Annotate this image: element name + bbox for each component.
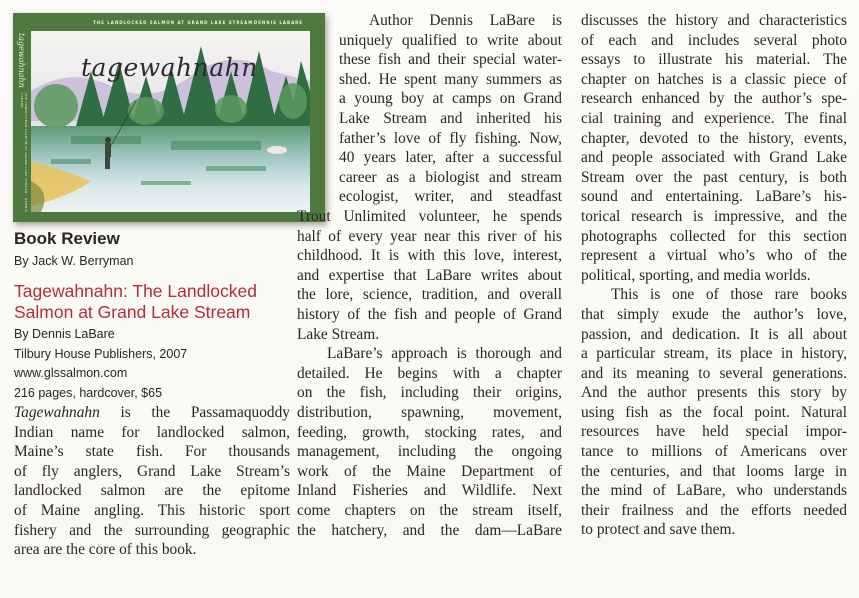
text-line: political, sporting, and media worlds. [581, 266, 811, 284]
text-run: of Maine angling. This historic sport [14, 501, 290, 519]
text-line: resources have held special impor- [581, 423, 847, 441]
text-line: photographs collected for this section [581, 227, 847, 245]
text-line: chapter, devoted to the history, events, [581, 129, 847, 147]
text-line: the hatchery, and the dam—LaBare [297, 521, 562, 539]
text-line: management, including the ongoing [297, 443, 562, 461]
cover-script-title: tagewahnahn [81, 53, 258, 82]
right-column [581, 11, 847, 540]
text-line: LaBare’s approach is thorough and [327, 345, 562, 363]
text-line: on the fish, including their origins, [297, 384, 562, 402]
cover-spine-subtitle: THE LANDLOCKED SALMON AT GRAND LAKE STREAM · DENNIS LABARE [20, 93, 28, 213]
text-run: of fly anglers, Grand Lake Stream’s [14, 462, 290, 480]
cover-painting [31, 31, 310, 212]
text-line: This is one of those rare books [611, 286, 847, 304]
text-line [14, 423, 290, 443]
text-line: essays to illustrate his material. The [581, 51, 847, 69]
text-line [14, 540, 290, 560]
reviewer-byline: By Jack W. Berryman [14, 254, 134, 268]
text-line: Author Dennis LaBare is [369, 12, 562, 29]
text-line: career as a biologist and stream [339, 168, 562, 186]
text-line [14, 521, 290, 541]
text-line [14, 481, 290, 501]
cover-spine-title: tagewahnahn [17, 33, 26, 88]
text-line: 40 years later, after a successful [339, 149, 562, 167]
text-run: Indian name for landlocked salmon, [14, 423, 290, 441]
cover-subtitle: THE LANDLOCKED SALMON AT GRAND LAKE STREAM [93, 20, 254, 25]
book-title [14, 281, 290, 323]
text-line: childhood. It is with this love, interest, [297, 247, 562, 265]
text-line: research enhanced by the author’s spe- [581, 90, 847, 108]
text-line: and its meaning to several generations. [581, 364, 847, 382]
text-run: is the Passamaquoddy [99, 404, 290, 421]
text-line: passion, and dedication. It is all about [581, 325, 847, 343]
text-line [14, 442, 290, 462]
rock [267, 146, 287, 154]
text-line: And the author presents this story by [581, 384, 847, 402]
text-line: ecologist, writer, and steadfast [339, 188, 562, 206]
text-run: landlocked salmon are the epitome [14, 482, 290, 500]
text-line: distribution, spawning, movement, [297, 403, 562, 421]
text-line [14, 403, 290, 423]
text-line: a particular stream, its place in history, [581, 345, 847, 363]
text-line: the lore, science, tradition, and overall [297, 286, 562, 304]
text-line: represent a virtual who’s who of the [581, 247, 847, 265]
text-line: Stream over the past century, is both [581, 168, 847, 186]
text-line: shed. He spent many summers as [339, 70, 562, 88]
text-line: work of the Maine Department of [297, 462, 562, 480]
text-line: a young boy at camps on Grand [339, 90, 562, 108]
text-line: Inland Fisheries and Wildlife. Next [297, 482, 562, 500]
text-line: the centuries, and that looms large in [581, 462, 847, 480]
book-publisher: Tilbury House Publishers, 2007 [14, 346, 188, 361]
text-line: their frailness and the efforts needed [581, 501, 847, 519]
text-line: feeding, growth, stocking rates, and [297, 423, 562, 441]
text-line [14, 501, 290, 521]
text-line: detailed. He begins with a chapter [297, 364, 562, 382]
text-line: discusses the history and characteristics [581, 12, 847, 29]
text-line: uniquely qualified to write about [339, 31, 562, 49]
text-run: Maine’s state fish. For thousands [14, 443, 290, 461]
text-run: fishery and the surrounding geographic [14, 521, 290, 539]
text-line: father’s love of fly fishing. Now, [339, 129, 562, 147]
text-line [14, 462, 290, 482]
book-cover-image [13, 13, 325, 222]
text-line: half of every year near this river of his [297, 227, 562, 245]
text-line: using fish as the focal point. Natural [581, 403, 847, 421]
text-line: and people associated with Grand Lake [581, 149, 847, 167]
text-line: cial training and experience. The final [581, 109, 847, 127]
text-line: of each and includes several photo [581, 31, 847, 49]
section-label: Book Review [14, 229, 120, 248]
middle-column-bottom [297, 207, 562, 540]
text-line: to protect and save them. [581, 521, 736, 539]
text-line: tance to millions of Americans over [581, 443, 847, 461]
text-line: Trout Unlimited volunteer, he spends [297, 208, 562, 225]
book-title-italic: Tagewahnahn [14, 404, 100, 421]
text-line: torical research is impressive, and the [581, 207, 847, 225]
text-line: history of the fish and people of Grand [297, 305, 562, 323]
text-line: Lake Stream and inherited his [339, 109, 562, 127]
text-line: sound and entertaining. LaBare’s his- [581, 188, 847, 206]
book-title-line: Tagewahnahn: The Landlocked [14, 281, 257, 301]
left-column [14, 229, 290, 560]
middle-column-top [339, 11, 562, 207]
left-column-body [14, 403, 290, 560]
text-line: that simply exude the author’s love, [581, 305, 847, 323]
book-website: www.glssalmon.com [14, 366, 128, 380]
text-line: Lake Stream. [297, 325, 380, 343]
text-line: the mind of LaBare, who understands [581, 482, 847, 500]
text-run: area are the core of this book. [14, 541, 197, 559]
book-author-byline: By Dennis LaBare [14, 327, 115, 341]
text-line: come chapters on the stream itself, [297, 501, 562, 519]
text-line: chapter on hatches is a classic piece of [581, 70, 847, 88]
text-line: and expertise that LaBare writes about [297, 266, 562, 284]
cover-author: DENNIS LABARE [253, 20, 303, 25]
book-title-line: Salmon at Grand Lake Stream [14, 302, 251, 322]
book-details: 216 pages, hardcover, $65 [14, 385, 163, 400]
text-line: these fish and their special water- [339, 51, 562, 69]
